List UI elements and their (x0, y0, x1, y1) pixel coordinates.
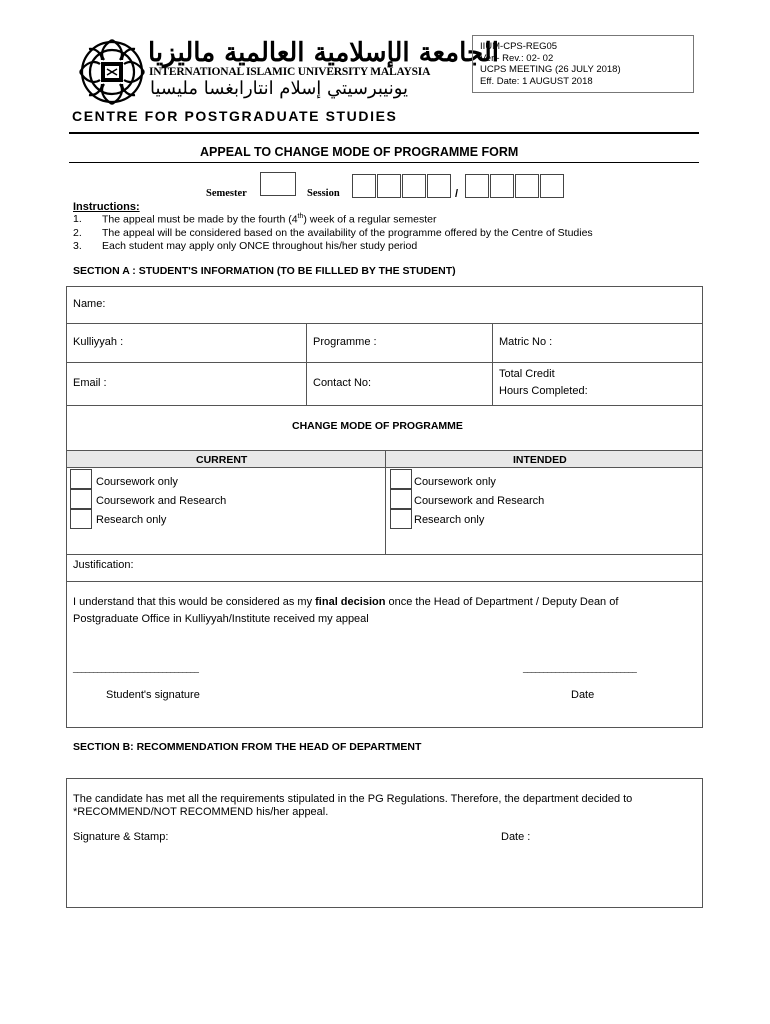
session-digit-6[interactable] (490, 174, 514, 198)
justification-field[interactable] (66, 554, 703, 582)
declaration-text: I understand that this would be considered as my final decision once the Head of Department / Deputy Dean of (73, 596, 619, 608)
current-option-label: Research only (96, 514, 167, 526)
session-digit-5[interactable] (465, 174, 489, 198)
intended-coursework-checkbox[interactable] (390, 469, 412, 489)
session-digit-3[interactable] (402, 174, 426, 198)
university-name-arabic: الجامعة الإسلامية العالمية ماليزيا (148, 38, 499, 68)
student-signature-line[interactable]: _______________________________ (73, 664, 199, 673)
recommendation-text-line2: *RECOMMEND/NOT RECOMMEND his/her appeal. (73, 806, 329, 818)
doc-version: Ver.- Rev.: 02- 02 (480, 52, 554, 64)
email-label: Email : (73, 377, 107, 389)
instruction-text: Each student may apply only ONCE throughout his/her study period (102, 240, 418, 252)
revision-info-box (472, 35, 694, 93)
intended-heading: INTENDED (513, 454, 567, 466)
name-field[interactable] (66, 286, 703, 324)
header-divider (69, 132, 699, 134)
university-name-jawi: يونيبرسيتي إسلام انتارابغسا مليسيا (150, 78, 409, 99)
instruction-text: The appeal must be made by the fourth (4 (102, 213, 298, 226)
justification-label: Justification: (73, 559, 134, 571)
instruction-item (73, 240, 693, 253)
hod-signature-label: Signature & Stamp: (73, 831, 169, 843)
declaration-text-line2: Postgraduate Office in Kulliyyah/Institute received my appeal (73, 613, 369, 625)
instruction-number: 3. (73, 240, 82, 252)
session-digit-1[interactable] (352, 174, 376, 198)
section-a-heading: SECTION A : STUDENT'S INFORMATION (TO BE FILLLED BY THE STUDENT) (73, 265, 456, 277)
session-digit-7[interactable] (515, 174, 539, 198)
current-coursework-checkbox[interactable] (70, 469, 92, 489)
current-heading: CURRENT (196, 454, 248, 466)
form-title: APPEAL TO CHANGE MODE OF PROGRAMME FORM (200, 145, 519, 159)
current-option-label: Coursework and Research (96, 495, 227, 507)
current-research-checkbox[interactable] (70, 509, 92, 529)
title-divider (69, 162, 699, 163)
name-label: Name: (73, 298, 106, 310)
credit-label-line1: Total Credit (499, 368, 555, 380)
recommendation-text-line1: The candidate has met all the requirements stipulated in the PG Regulations. Therefore, the department decided to (73, 793, 633, 805)
intended-coursework-research-checkbox[interactable] (390, 489, 412, 509)
kulliyyah-label: Kulliyyah : (73, 336, 124, 348)
intended-option-label: Coursework only (414, 476, 496, 488)
date-line[interactable]: ____________________________ (523, 664, 637, 673)
session-separator: / (455, 188, 459, 200)
contact-label: Contact No: (313, 377, 372, 389)
student-signature-label: Student's signature (106, 689, 200, 701)
semester-label: Semester (206, 188, 247, 199)
instruction-item (73, 227, 693, 240)
instruction-text: The appeal will be considered based on the availability of the programme offered by the Centre of Studies (102, 227, 593, 239)
section-b-heading: SECTION B: RECOMMENDATION FROM THE HEAD OF DEPARTMENT (73, 741, 422, 753)
instruction-text: ) week of a regular semester (303, 213, 437, 226)
change-mode-heading: CHANGE MODE OF PROGRAMME (292, 420, 463, 432)
instruction-item (73, 213, 693, 226)
programme-label: Programme : (313, 336, 377, 348)
instruction-superscript: th (297, 213, 304, 220)
matric-label: Matric No : (499, 336, 553, 348)
session-label: Session (307, 188, 340, 199)
doc-meeting: UCPS MEETING (26 JULY 2018) (480, 64, 621, 75)
university-crest-icon (74, 36, 150, 108)
credit-label-line2: Hours Completed: (499, 385, 588, 397)
doc-code: IIUM-CPS-REG05 (480, 41, 558, 52)
session-digit-2[interactable] (377, 174, 401, 198)
session-digit-4[interactable] (427, 174, 451, 198)
date-label: Date (571, 689, 595, 701)
intended-research-checkbox[interactable] (390, 509, 412, 529)
university-name-english: INTERNATIONAL ISLAMIC UNIVERSITY MALAYSIA (149, 66, 431, 78)
current-coursework-research-checkbox[interactable] (70, 489, 92, 509)
centre-name: CENTRE FOR POSTGRADUATE STUDIES (72, 108, 398, 124)
session-digit-8[interactable] (540, 174, 564, 198)
current-option-label: Coursework only (96, 476, 178, 488)
hod-date-label: Date : (501, 831, 531, 843)
semester-box[interactable] (260, 172, 296, 196)
instruction-number: 2. (73, 227, 82, 239)
doc-effective-date: Eff. Date: 1 AUGUST 2018 (480, 75, 593, 87)
intended-option-label: Research only (414, 514, 485, 526)
instruction-number: 1. (73, 213, 82, 225)
intended-option-label: Coursework and Research (414, 495, 545, 507)
instructions-heading: Instructions: (73, 201, 140, 213)
